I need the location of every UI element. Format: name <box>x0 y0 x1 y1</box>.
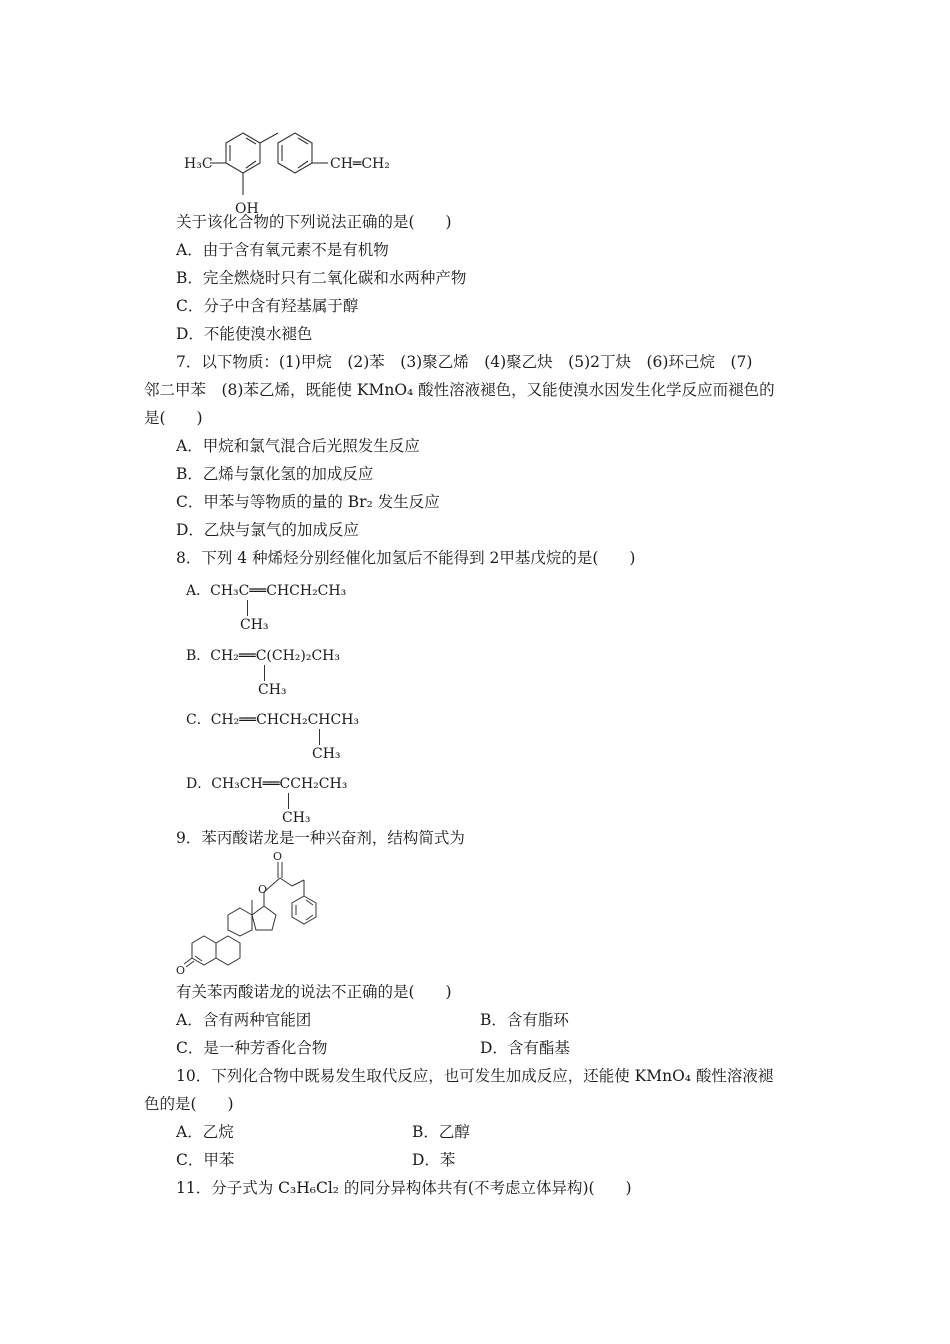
q9-option-a: A．含有两种官能团 <box>176 1011 312 1029</box>
q7-option-a: A．甲烷和氯气混合后光照发生反应 <box>176 437 420 455</box>
q8-option-a-formula: CH₃C══CHCH₂CH₃ <box>210 583 347 599</box>
q8-option-c-branch: CH₃ <box>312 746 341 762</box>
q6-option-a: A．由于含有氧元素不是有机物 <box>176 241 389 259</box>
q8-option-a-label: A． <box>186 583 211 599</box>
q6-option-c: C．分子中含有羟基属于醇 <box>176 297 359 315</box>
nandrolone-phenylpropionate-structure <box>172 848 322 978</box>
hydroxyl-label: OH <box>235 201 259 217</box>
methyl-label: H₃C <box>184 156 213 172</box>
q9-stem2: 有关苯丙酸诺龙的说法不正确的是( ) <box>176 983 452 1001</box>
q10-stem-line2: 色的是( ) <box>144 1095 234 1113</box>
q7-option-d: D．乙炔与氯气的加成反应 <box>176 521 359 539</box>
vinyl-label: CH═CH₂ <box>330 156 390 172</box>
q8-option-c-bond <box>319 729 320 745</box>
q8-option-d-label: D． <box>186 776 212 792</box>
q7-option-b: B．乙烯与氯化氢的加成反应 <box>176 465 374 483</box>
q8-option-c-label: C． <box>186 712 211 728</box>
q7-stem-line1: 7．以下物质：(1)甲烷 (2)苯 (3)聚乙烯 (4)聚乙炔 (5)2丁炔 (6)环己烷 (7) <box>176 353 753 371</box>
q6-stem: 关于该化合物的下列说法正确的是( ) <box>176 213 452 231</box>
q8-option-d-branch: CH₃ <box>282 810 311 826</box>
carbonyl-oxygen-label: O <box>273 850 283 863</box>
ketone-oxygen-label: O <box>176 964 186 977</box>
biphenyl-structure <box>180 125 420 217</box>
q6-option-d: D．不能使溴水褪色 <box>176 325 313 343</box>
q6-option-b: B．完全燃烧时只有二氧化碳和水两种产物 <box>176 269 467 287</box>
q8-option-a-branch: CH₃ <box>240 617 269 633</box>
q8-option-a-bond <box>247 600 248 616</box>
q7-stem-line2: 邻二甲苯 (8)苯乙烯，既能使 KMnO₄ 酸性溶液褪色，又能使溴水因发生化学反应而褪色的 <box>144 381 775 399</box>
q8-option-d-bond <box>288 793 289 809</box>
q10-stem-line1: 10．下列化合物中既易发生取代反应，也可发生加成反应，还能使 KMnO₄ 酸性溶液褪 <box>176 1067 774 1085</box>
q9-option-c: C．是一种芳香化合物 <box>176 1039 328 1057</box>
q10-option-c: C．甲苯 <box>176 1151 235 1169</box>
q9-stem: 9．苯丙酸诺龙是一种兴奋剂，结构简式为 <box>176 829 465 847</box>
q8-option-b-formula: CH₂══C(CH₂)₂CH₃ <box>210 648 341 664</box>
q9-option-d: D．含有酯基 <box>480 1039 570 1057</box>
q11-stem: 11．分子式为 C₃H₆Cl₂ 的同分异构体共有(不考虑立体异构)( ) <box>176 1179 632 1197</box>
q9-option-b: B．含有脂环 <box>480 1011 569 1029</box>
q8-option-b-branch: CH₃ <box>258 682 287 698</box>
q10-option-a: A．乙烷 <box>176 1123 234 1141</box>
q7-option-c: C．甲苯与等物质的量的 Br₂ 发生反应 <box>176 493 440 511</box>
q8-stem: 8．下列 4 种烯烃分别经催化加氢后不能得到 2甲基戊烷的是( ) <box>176 549 636 567</box>
q8-option-b-label: B． <box>186 648 211 664</box>
q8-option-a <box>186 582 346 600</box>
q8-option-d <box>186 775 347 793</box>
ester-oxygen-label: O <box>258 883 268 896</box>
q10-option-b: B．乙醇 <box>412 1123 470 1141</box>
q8-option-b-bond <box>264 665 265 681</box>
q10-option-d: D．苯 <box>412 1151 456 1169</box>
q7-stem-line3: 是( ) <box>144 409 203 427</box>
q8-option-b <box>186 647 340 665</box>
q8-option-c <box>186 711 359 729</box>
q8-option-d-formula: CH₃CH══CCH₂CH₃ <box>211 776 348 792</box>
q8-option-c-formula: CH₂══CHCH₂CHCH₃ <box>210 712 360 728</box>
